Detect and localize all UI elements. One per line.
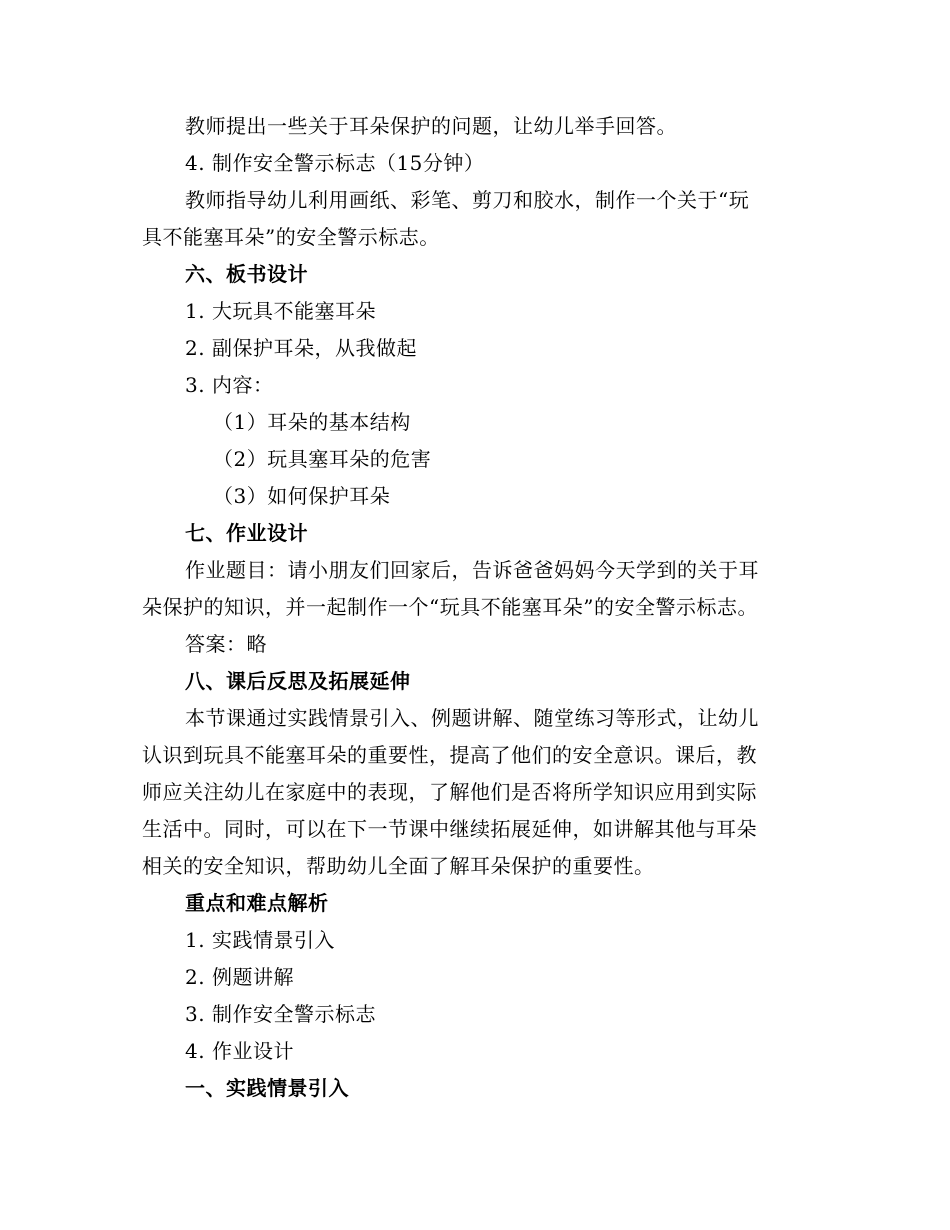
list-item: 2. 例题讲解 bbox=[185, 965, 294, 989]
paragraph-line: 师应关注幼儿在家庭中的表现，了解他们是否将所学知识应用到实际 bbox=[142, 780, 757, 804]
paragraph-line: 具不能塞耳朵”的安全警示标志。 bbox=[142, 225, 440, 249]
sub-list-item: （3）如何保护耳朵 bbox=[213, 484, 391, 508]
paragraph-line: 相关的安全知识，帮助幼儿全面了解耳朵保护的重要性。 bbox=[142, 854, 655, 878]
section-heading: 重点和难点解析 bbox=[185, 891, 329, 915]
sub-list-item: （2）玩具塞耳朵的危害 bbox=[213, 447, 432, 471]
list-item: 3. 内容： bbox=[185, 373, 274, 397]
list-item: 4. 作业设计 bbox=[185, 1039, 294, 1063]
paragraph-line: 朵保护的知识，并一起制作一个“玩具不能塞耳朵”的安全警示标志。 bbox=[142, 595, 758, 619]
list-item: 2. 副保护耳朵，从我做起 bbox=[185, 336, 417, 360]
paragraph-line: 答案：略 bbox=[185, 632, 267, 656]
section-heading: 七、作业设计 bbox=[185, 521, 308, 545]
paragraph-line: 生活中。同时，可以在下一节课中继续拓展延伸，如讲解其他与耳朵 bbox=[142, 817, 757, 841]
paragraph-line: 教师提出一些关于耳朵保护的问题，让幼儿举手回答。 bbox=[185, 114, 677, 138]
list-item: 3. 制作安全警示标志 bbox=[185, 1002, 376, 1026]
section-heading: 一、实践情景引入 bbox=[185, 1076, 349, 1100]
paragraph-line: 本节课通过实践情景引入、例题讲解、随堂练习等形式，让幼儿 bbox=[185, 706, 759, 730]
paragraph-line: 认识到玩具不能塞耳朵的重要性，提高了他们的安全意识。课后，教 bbox=[142, 743, 757, 767]
list-item: 1. 大玩具不能塞耳朵 bbox=[185, 299, 376, 323]
sub-list-item: （1）耳朵的基本结构 bbox=[213, 410, 411, 434]
list-item: 1. 实践情景引入 bbox=[185, 928, 335, 952]
paragraph-line: 作业题目：请小朋友们回家后，告诉爸爸妈妈今天学到的关于耳 bbox=[185, 558, 759, 582]
section-heading: 六、板书设计 bbox=[185, 262, 308, 286]
list-item: 4. 制作安全警示标志（15分钟） bbox=[185, 151, 485, 175]
paragraph-line: 教师指导幼儿利用画纸、彩笔、剪刀和胶水，制作一个关于“玩 bbox=[185, 188, 750, 212]
section-heading: 八、课后反思及拓展延伸 bbox=[185, 669, 411, 693]
